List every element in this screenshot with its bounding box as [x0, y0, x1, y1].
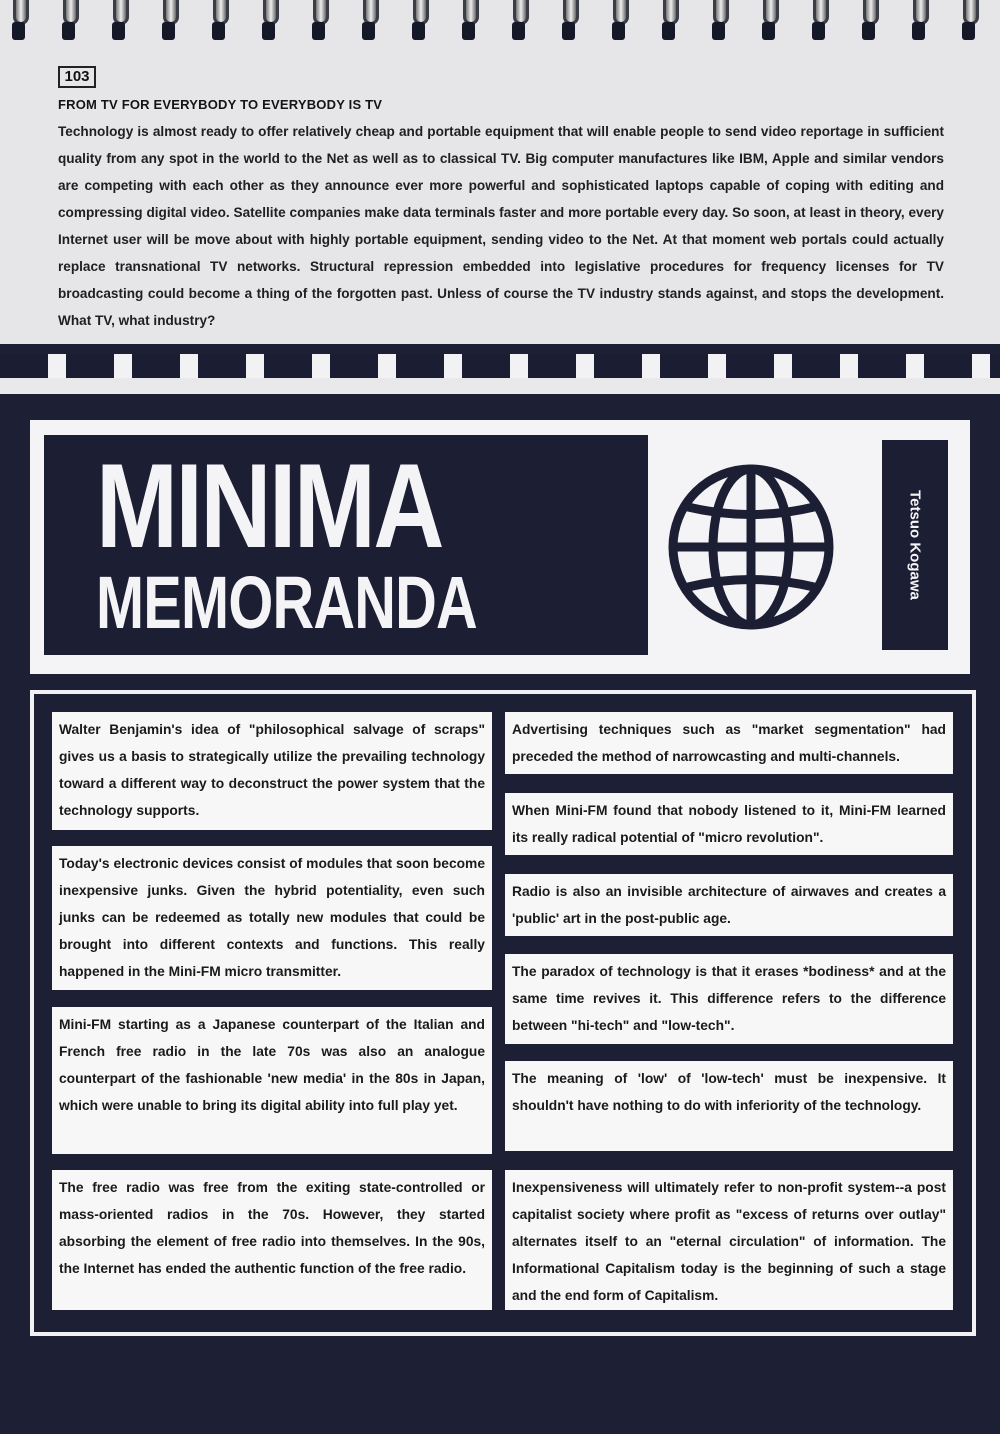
- author-name: Tetsuo Kogawa: [906, 490, 924, 600]
- author-bar: [882, 440, 948, 650]
- spiral-ring: [458, 0, 480, 46]
- left-note-1: Walter Benjamin's idea of "philosophical salvage of scraps" gives us a basis to strategically utilize the prevailing technology toward a different way to deconstruct the power system that the technology supports.: [52, 712, 492, 830]
- spiral-ring: [708, 0, 730, 46]
- spiral-ring: [808, 0, 830, 46]
- dashed-divider: [0, 354, 1000, 378]
- spiral-ring: [758, 0, 780, 46]
- spiral-ring: [608, 0, 630, 46]
- spiral-ring: [908, 0, 930, 46]
- right-note-6: Inexpensiveness will ultimately refer to non-profit system--a post capitalist society where profit as "excess of returns over outlay" alternates itself to an "eternal circulation" of information. The Informational Capitalism today is the beginning of such a stage and the end form of Capitalism.: [505, 1170, 953, 1310]
- intro-paragraph: Technology is almost ready to offer relatively cheap and portable equipment that will enable people to send video reportage in sufficient quality from any spot in the world to the Net as well as to classical TV. Big computer manufactures like IBM, Apple and similar vendors are competing with each other as they announce ever more powerful and sophisticated laptops capable of coping with editing and compressing digital video. Satellite companies make data terminals faster and more portable every day. So soon, at least in theory, every Internet user will be move about with highly portable equipment, sending video to the Net. At that moment web portals could actually replace transnational TV networks. Structural repression embedded into legislative procedures for frequency licenses for TV broadcasting could become a thing of the forgotten past. Unless of course the TV industry stands against, and stops the development. What TV, what industry?: [58, 124, 944, 328]
- page-number: 103: [58, 66, 96, 88]
- left-note-3: Mini-FM starting as a Japanese counterpart of the Italian and French free radio in the late 70s was also an analogue counterpart of the fashionable 'new media' in the 80s in Japan, which were unable to bring its digital ability into full play yet.: [52, 1007, 492, 1154]
- section-heading: FROM TV FOR EVERYBODY TO EVERYBODY IS TV: [58, 97, 383, 112]
- spiral-ring: [558, 0, 580, 46]
- spiral-ring: [108, 0, 130, 46]
- spiral-ring: [408, 0, 430, 46]
- right-note-4: The paradox of technology is that it erases *bodiness* and at the same time revives it. This difference refers to the difference between "hi-tech" and "low-tech".: [505, 954, 953, 1044]
- left-note-2: Today's electronic devices consist of modules that soon become inexpensive junks. Given the hybrid potentiality, even such junks can be redeemed as totally new modules that could be brought into different contexts and functions. This really happened in the Mini-FM micro transmitter.: [52, 846, 492, 990]
- divider-band: [0, 378, 1000, 394]
- top-section: [0, 0, 1000, 344]
- spiral-ring: [308, 0, 330, 46]
- right-note-1: Advertising techniques such as "market segmentation" had preceded the method of narrowcasting and multi-channels.: [505, 712, 953, 774]
- title-block: [44, 435, 648, 655]
- title-main: MINIMA: [96, 439, 442, 573]
- spiral-ring: [58, 0, 80, 46]
- right-note-3: Radio is also an invisible architecture of airwaves and creates a 'public' art in the post-public age.: [505, 874, 953, 936]
- spiral-ring: [158, 0, 180, 46]
- title-sub: MEMORANDA: [96, 561, 477, 644]
- spiral-ring: [208, 0, 230, 46]
- left-note-4: The free radio was free from the exiting state-controlled or mass-oriented radios in the 70s. However, they started absorbing the element of free radio into themselves. In the 90s, the Internet has ended the authentic function of the free radio.: [52, 1170, 492, 1310]
- spiral-ring: [358, 0, 380, 46]
- right-note-5: The meaning of 'low' of 'low-tech' must be inexpensive. It shouldn't have nothing to do with inferiority of the technology.: [505, 1061, 953, 1151]
- right-note-2: When Mini-FM found that nobody listened to it, Mini-FM learned its really radical potential of "micro revolution".: [505, 793, 953, 855]
- globe-icon: [666, 462, 836, 632]
- spiral-ring: [508, 0, 530, 46]
- spiral-ring: [858, 0, 880, 46]
- spiral-ring: [8, 0, 30, 46]
- spiral-ring: [958, 0, 980, 46]
- spiral-ring: [258, 0, 280, 46]
- spiral-binding: [0, 0, 1000, 52]
- spiral-ring: [658, 0, 680, 46]
